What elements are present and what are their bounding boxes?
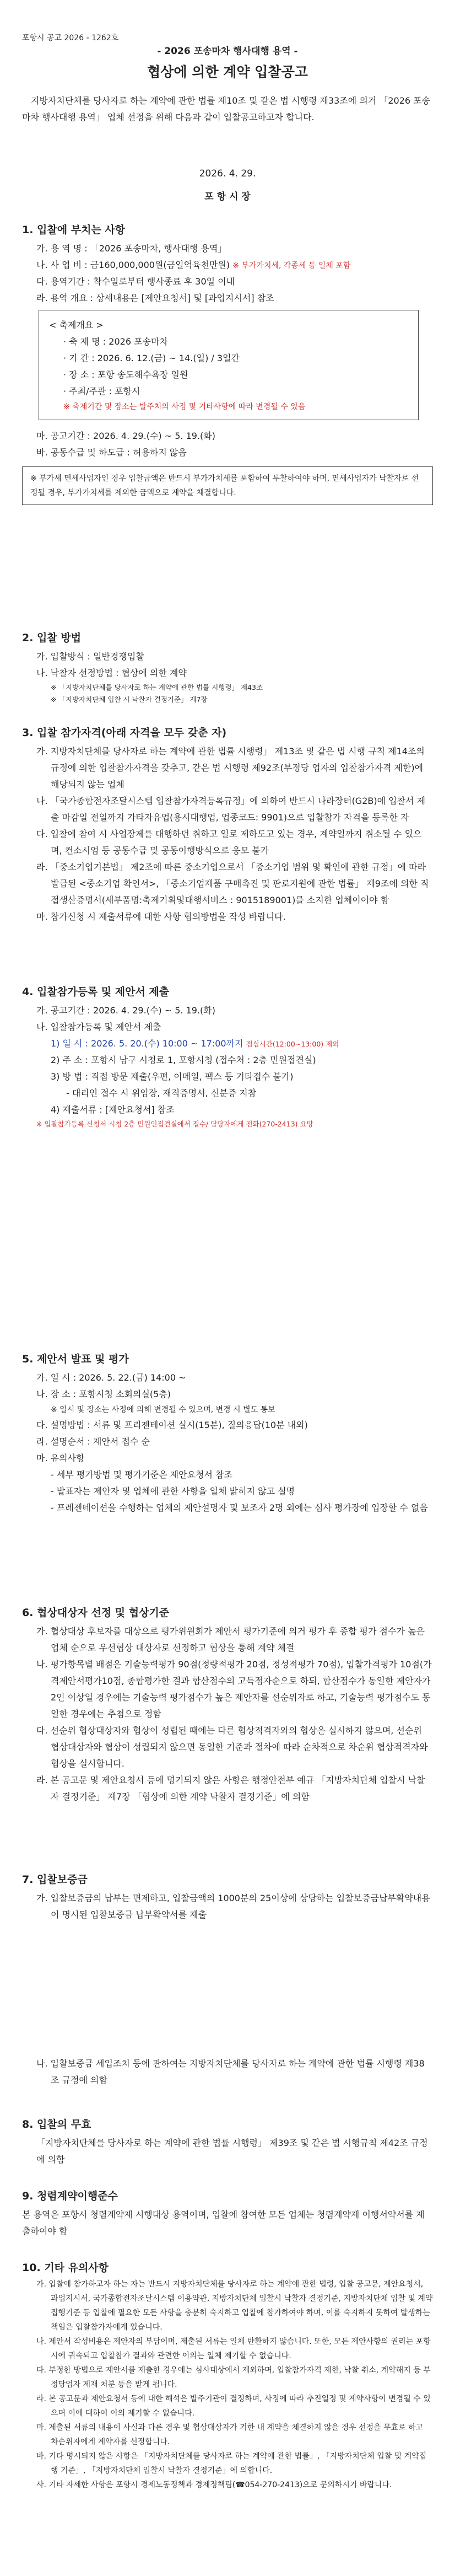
- s3-item-e: 마. 참가신청 시 제출서류에 대한 사항 협의방법을 작성 바랍니다.: [36, 911, 286, 922]
- section-3-heading: 3. 입찰 참가자격(아래 자격을 모두 갖춘 자): [22, 727, 227, 739]
- section-8-heading: 8. 입찰의 무효: [22, 2118, 91, 2130]
- section-10-body: [22, 2277, 433, 2492]
- s9-text: 본 용역은 포항시 청렴계약제 시행대상 용역이며, 입찰에 참여한 모든 업체는 청렴계약제 이행서약서를 제출하여야 함: [22, 2209, 425, 2236]
- section-7-body-2: [22, 2056, 433, 2089]
- s2-item-b: 나. 낙찰자 선정방법 : 협상에 의한 계약: [36, 668, 187, 678]
- s5-caution-1: - 세부 평가방법 및 평가기준은 제안요청서 참조: [51, 1469, 232, 1480]
- s4-item-b: 나. 입찰참가등록 및 제안서 제출: [36, 1022, 161, 1032]
- s1-item-b-note: ※ 부가가치세, 각종세 등 일체 포함: [232, 261, 351, 270]
- s3-item-a: 가. 지방자치단체를 당사자로 하는 계약에 관한 법률 시행령」 제13조 및 같은 법 시행 규칙 제14조의 규정에 의한 입찰참가자격을 갖추고, 같은 법 시행령 제92조(부정당 업자의 입찰참가자격 제한)에 해당되지 않는 업체: [36, 746, 425, 790]
- festival-period: · 기 간 : 2026. 6. 12.(금) ~ 14.(일) / 3일간: [63, 353, 240, 363]
- s5-item-d: 라. 설명순서 : 제안서 접수 순: [36, 1436, 150, 1447]
- s5-item-e: 마. 유의사항: [36, 1453, 85, 1463]
- section-9-heading: 9. 청렴계약이행준수: [22, 2190, 118, 2202]
- intro-paragraph: 지방자치단체를 당사자로 하는 계약에 관한 법률 제10조 및 같은 법 시행령 제33조에 의거 「2026 포송마차 행사대행 용역」 업체 선정을 위해 다음과 같이 입찰공고하고자 합니다.: [22, 95, 431, 122]
- s5-caution-2: - 발표자는 제안자 및 업체에 관한 사항을 일체 밝히지 않고 설명: [51, 1486, 295, 1496]
- s4-sub-4: 4) 제출서류 : [제안요청서] 참조: [51, 1104, 175, 1115]
- s1-item-c: 다. 용역기간 : 착수일로부터 행사종료 후 30일 이내: [36, 276, 235, 287]
- s5-item-b: 나. 장 소 : 포항시청 소회의실(5층): [36, 1389, 171, 1399]
- s5-item-a: 가. 일 시 : 2026. 5. 22.(금) 14:00 ~: [36, 1372, 186, 1383]
- festival-name: · 축 제 명 : 2026 포송마차: [63, 336, 168, 347]
- s2-note-2: ※ 「지방자치단체 입찰 시 낙찰자 결정기준」 제7장: [51, 695, 208, 704]
- s1-item-a: 가. 용 역 명 : 「2026 포송마차, 행사대행 용역」: [36, 243, 227, 254]
- section-7-heading: 7. 입찰보증금: [22, 1874, 88, 1886]
- section-1-body-2: [22, 428, 447, 461]
- s4-sub-3: 3) 방 법 : 직접 방문 제출(우편, 이메일, 팩스 등 기타접수 불가): [51, 1071, 294, 1082]
- s6-item-a: 가. 협상대상 후보자를 대상으로 평가위원회가 제안서 평가기준에 의거 평가 후 종합 평가 점수가 높은 업체 순으로 우선협상 대상자로 선정하고 협상을 통해 계약 체결: [36, 1626, 425, 1653]
- s3-item-b: 나. 「국가종합전자조달시스템 입찰참가자격등록규정」에 의하여 반드시 나라장터(G2B)에 입찰서 제출 마감일 전일까지 가타자유업(용시대행업, 업종코드: 9901)으로 입찰참가 자격을 등록한 자: [36, 796, 426, 823]
- s6-item-c: 다. 선순위 협상대상자와 협상이 성립된 때에는 다른 협상적격자와의 협상은 실시하지 않으며, 선순위 협상대상자와 협상이 성립되지 않으면 동일한 기준과 절차에 따라 순차적으로 차순위 협상적격자와 협상을 실시합니다.: [36, 1725, 428, 1769]
- s10-item-b: 나. 제안서 작성비용은 제안자의 부담이며, 제출된 서류는 일체 반환하지 않습니다. 또한, 모든 제안사항의 권리는 포항시에 귀속되고 입찰참가 결과와 관련한 이의는 일체 제기할 수 없습니다.: [36, 2337, 431, 2360]
- festival-overview-heading: < 축제개요 >: [49, 320, 104, 330]
- s4-sub-1: 1) 일 시 : 2026. 5. 20.(수) 10:00 ~ 17:00까지 점심시간(12:00~13:00) 제외: [51, 1038, 339, 1049]
- s10-item-d: 라. 본 공고문과 제안요청서 등에 대한 해석은 발주기관이 결정하며, 사정에 따라 추진일정 및 계약사항이 변경될 수 있으며 이에 대하여 이의 제기할 수 없습니다.: [36, 2395, 431, 2418]
- section-10-heading: 10. 기타 유의사항: [22, 2262, 109, 2274]
- s3-item-d: 라. 「중소기업기본법」 제2조에 따른 중소기업으로서 「중소기업 범위 및 확인에 관한 규정」에 따라 발급된 <중소기업 확인서>, 「중소기업제품 구매촉진 및 판로지원에 관한 법률」 제9조에 의한 직접생산증명서(세부품명:축제기획및대행서비스 : 9015189001)를 소지한 업체이어야 함: [36, 862, 429, 905]
- s1-item-d: 라. 용역 개요 : 상세내용은 [제안요청서] 및 [과업지시서] 참조: [36, 293, 274, 303]
- s7-item-b: 나. 입찰보증금 세입조치 등에 관하여는 지방자치단체를 당사자로 하는 계약에 관한 법률 시행령 제38조 규정에 의함: [36, 2058, 425, 2085]
- s10-item-c: 다. 부정한 방법으로 제안서를 제출한 경우에는 심사대상에서 제외하며, 입찰참가자격 제한, 낙찰 취소, 계약해지 등 부정당업자 제재 처분 등을 받게 됩니다.: [36, 2366, 431, 2389]
- festival-change-note: ※ 축제기간 및 장소는 발주처의 사정 및 기타사항에 따라 변경될 수 있음: [63, 402, 306, 411]
- section-3-body: [22, 743, 433, 925]
- section-8-body: [22, 2135, 433, 2168]
- section-6-heading: 6. 협상대상자 선정 및 협상기준: [22, 1607, 170, 1619]
- s7-item-a: 가. 입찰보증금의 납부는 면제하고, 입찰금액의 1000분의 25이상에 상당하는 입찰보증금납부확약내용이 명시된 입찰보증금 납부확약서를 제출: [36, 1893, 430, 1920]
- section-7-body: [22, 1890, 433, 1923]
- s5-caution-3: - 프레젠테이션을 수행하는 업체의 제안설명자 및 보조자 2명 외에는 심사 평가장에 입장할 수 없음: [51, 1502, 428, 1513]
- section-5-heading: 5. 제안서 발표 및 평가: [22, 1353, 129, 1365]
- issuer: 포 항 시 장: [204, 191, 251, 202]
- s10-item-a: 가. 입찰에 참가하고자 하는 자는 반드시 지방자치단체를 당사자로 하는 계약에 관한 법령, 입찰 공고문, 제안요청서, 과업지시서, 국가종합전자조달시스템 이용약관, 지방자치단체 입찰시 낙찰자 결정기준, 지방자치단체 입찰 및 계약 집행기준 등 입찰에 필요한 모든 사항을 충분히 숙지하고 입찰에 참가하여야 하며, 이를 숙지하지 못하여 발생하는 책임은 입찰참가자에게 있습니다.: [36, 2280, 433, 2332]
- section-4-heading: 4. 입찰참가등록 및 제안서 제출: [22, 986, 170, 998]
- vat-notice-text: ※ 부가세 면세사업자인 경우 입찰금액은 반드시 부가가치세를 포함하여 투찰하여야 하며, 면세사업자가 낙찰자로 선정될 경우, 부가가치세를 제외한 금액으로 계약을 체결합니다.: [30, 474, 419, 497]
- s2-item-a: 가. 입찰방식 : 일반경쟁입찰: [36, 651, 144, 662]
- festival-overview-box: [39, 310, 419, 420]
- s2-note-1: ※ 「지방자치단체를 당사자로 하는 계약에 관한 법률 시행령」 제43조: [51, 683, 263, 691]
- s4-lunch-note: 점심시간(12:00~13:00) 제외: [246, 1040, 339, 1048]
- s6-item-d: 라. 본 공고문 및 제안요청서 등에 명기되지 않은 사항은 행정안전부 예규 「지방자치단체 입찰시 낙찰자 결정기준」 제7장 「협상에 의한 계약 낙찰자 결정기준」에 의함: [36, 1775, 425, 1802]
- notice-number: 포항시 공고 2026 - 1262호: [22, 34, 119, 42]
- s5-item-c: 다. 설명방법 : 서류 및 프리젠테이션 실시(15분), 질의응답(10분 내외): [36, 1420, 308, 1430]
- section-6-body: [22, 1623, 433, 1805]
- section-2-heading: 2. 입찰 방법: [22, 632, 82, 644]
- section-9-body: [22, 2207, 433, 2240]
- s4-item-a: 가. 공고기간 : 2026. 4. 29.(수) ~ 5. 19.(화): [36, 1005, 215, 1016]
- section-4-body: [22, 1002, 433, 1130]
- s4-note: ※ 입찰참가등록 신청서 시청 2층 민원인접견실에서 접수/ 담당자에게 전화(270-2413) 요망: [36, 1120, 313, 1128]
- project-subtitle: - 2026 포송마차 행사대행 용역 -: [157, 46, 298, 57]
- s8-text: 「지방자치단체를 당사자로 하는 계약에 관한 법률 시행령」 제39조 및 같은 법 시행규칙 제42조 규정에 의함: [36, 2138, 428, 2165]
- section-2-body: [22, 648, 447, 706]
- s10-item-g: 사. 기타 자세한 사항은 포항시 경제노동정책과 경제정책팀(☎054-270-2413)으로 문의하시기 바랍니다.: [36, 2481, 392, 2489]
- s5-note: ※ 일시 및 장소는 사정에 의해 변경될 수 있으며, 변경 시 별도 통보: [51, 1405, 275, 1414]
- s1-item-e: 마. 공고기간 : 2026. 4. 29.(수) ~ 5. 19.(화): [36, 431, 215, 441]
- festival-host: · 주최/주관 : 포항시: [63, 386, 140, 396]
- s4-sub-3-detail: - 대리인 접수 시 위임장, 재직증명서, 신분증 지참: [66, 1088, 257, 1098]
- s1-item-b: 나. 사 업 비 : 금160,000,000원(금일억육천만원) ※ 부가가치세, 각종세 등 일체 포함: [36, 260, 351, 270]
- s6-item-b: 나. 평가항목별 배점은 기술능력평가 90점(정량적평가 20점, 정성적평가 70점), 입찰가격평가 10점(가격제안서평가10점, 종합평가한 결과 합산점수의 고득점자순으로 하되, 합산점수가 동일한 제안자가 2인 이상일 경우에는 기술능력 평가점수가 높은 제안자를 선순위자로 하고, 기술능력 평가점수도 동일한 경우에는 추첨으로 정함: [36, 1659, 432, 1719]
- festival-place: · 장 소 : 포항 송도해수욕장 일원: [63, 369, 188, 380]
- s10-item-f: 바. 기타 명시되지 않은 사항은 「지방자치단체를 당사자로 하는 계약에 관한 법률」, 「지방자치단체 입찰 및 계약집행 기준」, 「지방자치단체 입찰시 낙찰자 결정기준」에 의합니다.: [36, 2452, 427, 2475]
- section-1-heading: 1. 입찰에 부치는 사항: [22, 224, 126, 236]
- vat-notice-box: [22, 466, 433, 505]
- section-5-body: [22, 1370, 433, 1516]
- notice-title: 협상에 의한 계약 입찰공고: [147, 64, 308, 80]
- notice-date: 2026. 4. 29.: [199, 168, 256, 179]
- s4-sub-2: 2) 주 소 : 포항시 남구 시청로 1, 포항시청 (접수처 : 2층 민원접견실): [51, 1055, 316, 1065]
- s3-item-c: 다. 입찰에 참여 시 사업장제를 대행하던 취하고 일로 제하도고 있는 경우, 계약일까지 취소될 수 있으며, 컨소시엄 등 공동수급 및 공동이행방식으로 응모 불가: [36, 829, 422, 856]
- s1-item-f: 바. 공동수급 및 하도급 : 허용하지 않음: [36, 447, 187, 458]
- s10-item-e: 마. 제출된 서류의 내용이 사실과 다른 경우 및 협상대상자가 기한 내 계약을 체결하지 않을 경우 선정을 무효로 하고 차순위자에게 계약자를 선정합니다.: [36, 2423, 424, 2446]
- section-1-body: [22, 240, 447, 307]
